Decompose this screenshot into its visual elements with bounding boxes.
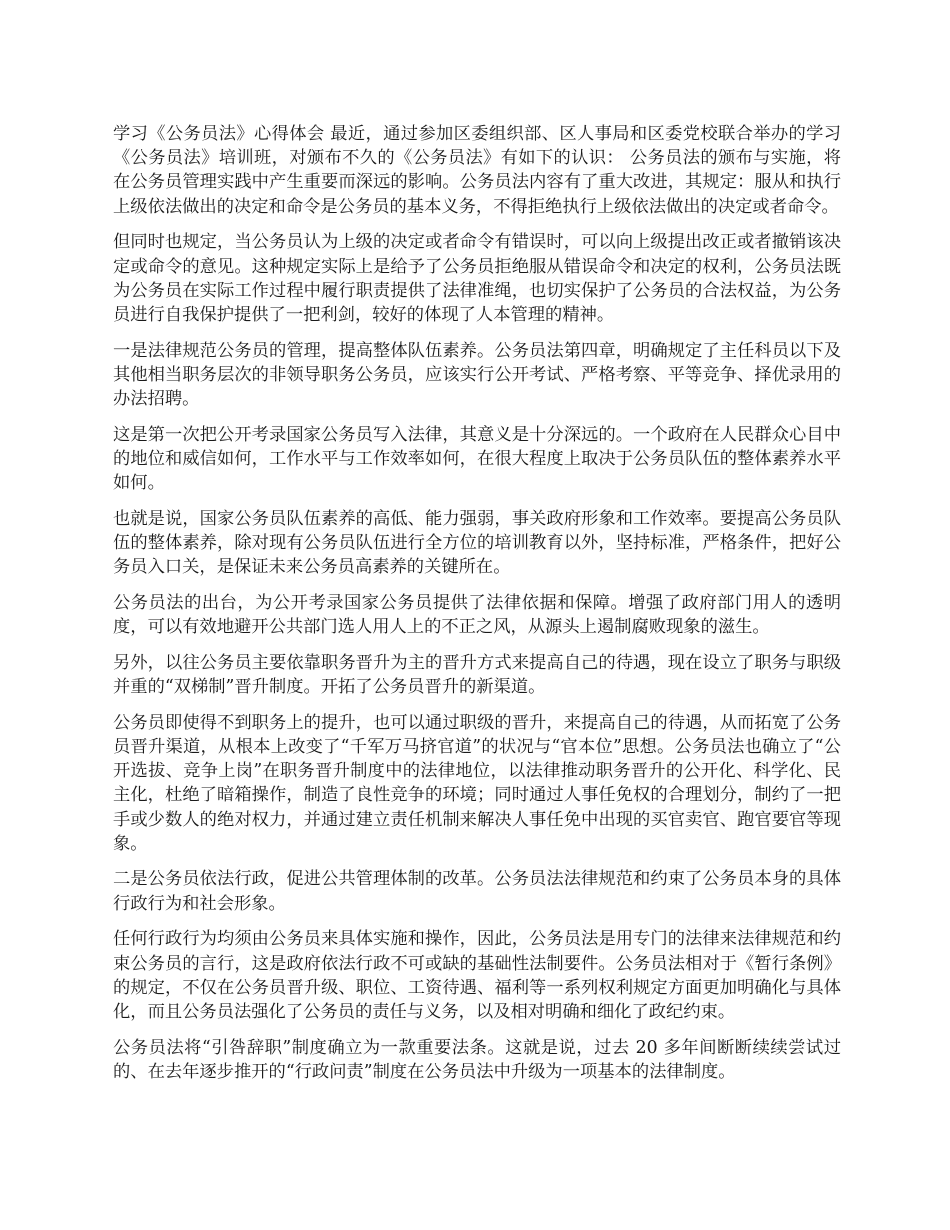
paragraph-6: 公务员法的出台，为公开考录国家公务员提供了法律依据和保障。增强了政府部门用人的透明度，可以有效地避开公共部门选人用人上的不正之风，从源头上遏制腐败现象的滋生。 [113,592,841,638]
paragraph-1: 学习《公务员法》心得体会 最近，通过参加区委组织部、区人事局和区委党校联合举办的学习《公务员法》培训班，对颁布不久的《公务员法》有如下的认识： 公务员法的颁布与实施，将在公务员管理实践中产生重要而深远的影响。公务员法内容有了重大改进，其规定：服从和执行上级依法做出的决定和命令是公务员的基本义务，不得拒绝执行上级依法做出的决定或者命令。 [113,124,841,217]
paragraph-7: 另外，以往公务员主要依靠职务晋升为主的晋升方式来提高自己的待遇，现在设立了职务与职级并重的“双梯制”晋升制度。开拓了公务员晋升的新渠道。 [113,652,841,698]
paragraph-10: 任何行政行为均须由公务员来具体实施和操作，因此，公务员法是用专门的法律来法律规范和约束公务员的言行，这是政府依法行政不可或缺的基础性法制要件。公务员法相对于《暂行条例》的规定，不仅在公务员晋升级、职位、工资待遇、福利等一系列权利规定方面更加明确化与具体化，而且公务员法强化了公务员的责任与义务，以及相对明确和细化了政纪约束。 [113,929,841,1022]
paragraph-2: 但同时也规定，当公务员认为上级的决定或者命令有错误时，可以向上级提出改正或者撤销该决定或命令的意见。这种规定实际上是给予了公务员拒绝服从错误命令和决定的权利，公务员法既为公务员在实际工作过程中履行职责提供了法律准绳，也切实保护了公务员的合法权益，为公务员进行自我保护提供了一把利剑，较好的体现了人本管理的精神。 [113,232,841,325]
paragraph-4: 这是第一次把公开考录国家公务员写入法律，其意义是十分深远的。一个政府在人民群众心目中的地位和威信如何，工作水平与工作效率如何，在很大程度上取决于公务员队伍的整体素养水平如何。 [113,424,841,494]
paragraph-3: 一是法律规范公务员的管理，提高整体队伍素养。公务员法第四章，明确规定了主任科员以下及其他相当职务层次的非领导职务公务员，应该实行公开考试、严格考察、平等竞争、择优录用的办法招聘。 [113,340,841,410]
paragraph-9: 二是公务员依法行政，促进公共管理体制的改革。公务员法法律规范和约束了公务员本身的具体行政行为和社会形象。 [113,869,841,914]
paragraph-8: 公务员即使得不到职务上的提升，也可以通过职级的晋升，来提高自己的待遇，从而拓宽了公务员晋升渠道，从根本上改变了“千军万马挤官道”的状况与“官本位”思想。公务员法也确立了“公开选拔、竞争上岗”在职务晋升制度中的法律地位，以法律推动职务晋升的公开化、科学化、民主化，杜绝了暗箱操作，制造了良性竞争的环境；同时通过人事任免权的合理划分，制约了一把手或少数人的绝对权力，并通过建立责任机制来解决人事任免中出现的买官卖官、跑官要官等现象。 [113,712,841,854]
paragraph-5: 也就是说，国家公务员队伍素养的高低、能力强弱，事关政府形象和工作效率。要提高公务员队伍的整体素养，除对现有公务员队伍进行全方位的培训教育以外，坚持标准，严格条件，把好公务员入口关，是保证未来公务员高素养的关键所在。 [113,508,841,578]
document-body [113,122,841,1096]
paragraph-11: 公务员法将“引咎辞职”制度确立为一款重要法条。这就是说，过去 20 多年间断断续续尝试过的、在去年逐步推开的“行政问责”制度在公务员法中升级为一项基本的法律制度。 [113,1037,841,1082]
